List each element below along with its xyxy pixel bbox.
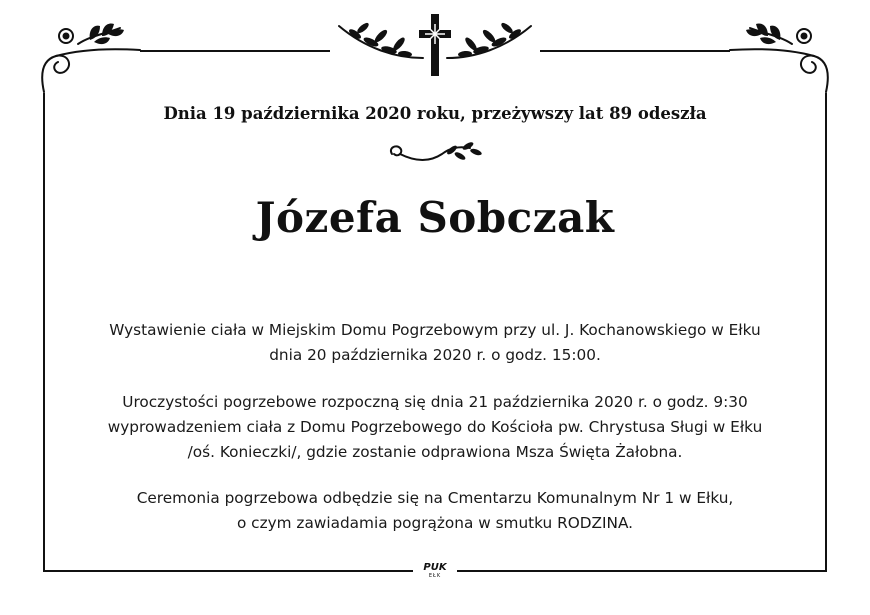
company-logo: [416, 562, 454, 582]
deceased-name: Józefa Sobczak: [255, 193, 615, 242]
text-line: Ceremonia pogrzebowa odbędzie się na Cmentarzu Komunalnym Nr 1 w Ełku,: [136, 489, 734, 507]
corner-flourish-icon: [38, 14, 148, 94]
frame-bottom-border-left: [43, 570, 413, 572]
death-date-line: Dnia 19 października 2020 roku, przeżywszy lat 89 odeszła: [163, 104, 707, 123]
ceremony-paragraph: [50, 390, 820, 465]
text-line: /oś. Konieczki/, gdzie zostanie odprawiona Msza Święta Żałobna.: [187, 443, 683, 461]
text-line: wyprowadzeniem ciała z Domu Pogrzebowego do Kościoła pw. Chrystusa Sługi w Ełku: [107, 418, 763, 436]
text-line: o czym zawiadamia pogrążona w smutku RODZINA.: [236, 514, 634, 532]
text-line: dnia 20 października 2020 r. o godz. 15:00.: [269, 346, 601, 364]
text-line: Uroczystości pogrzebowe rozpoczną się dnia 21 października 2020 r. o godz. 9:30: [122, 393, 748, 411]
cross-icon: [415, 12, 455, 78]
frame-right-border: [825, 93, 827, 571]
frame-bottom-border-right: [457, 570, 827, 572]
viewing-paragraph: [50, 318, 820, 368]
logo-main-text: PUK: [423, 562, 447, 573]
frame-top-border-left: [140, 50, 330, 52]
burial-paragraph: [50, 486, 820, 536]
logo-sub-text: EŁK: [428, 573, 442, 579]
frame-left-border: [43, 93, 45, 571]
frame-top-border-right: [540, 50, 730, 52]
corner-flourish-icon: [722, 14, 832, 94]
text-line: Wystawienie ciała w Miejskim Domu Pogrzebowym przy ul. J. Kochanowskiego w Ełku: [109, 321, 761, 339]
divider-flourish-icon: [386, 140, 486, 168]
